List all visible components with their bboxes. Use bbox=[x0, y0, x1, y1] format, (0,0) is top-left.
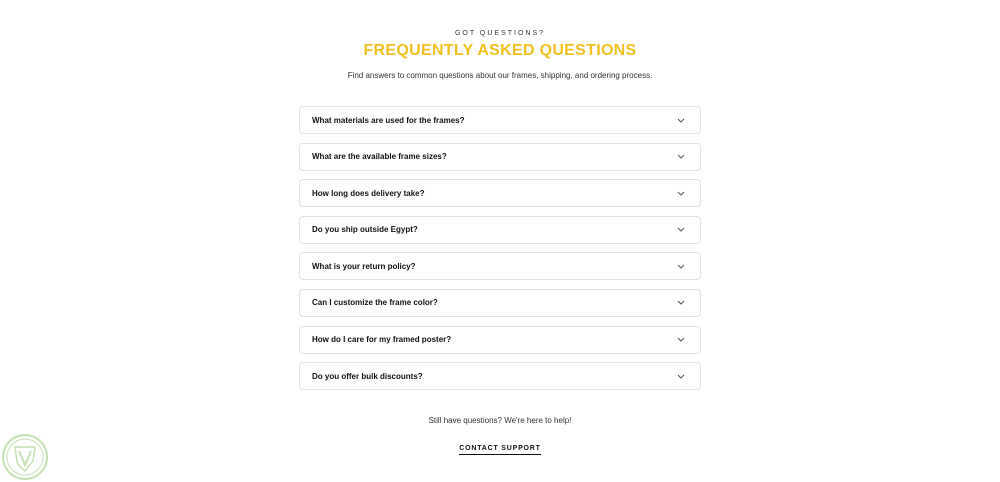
chevron-down-icon bbox=[676, 335, 686, 345]
faq-item-care[interactable] bbox=[299, 326, 701, 354]
contact-support-wrap bbox=[0, 437, 1000, 455]
contact-support-button[interactable]: CONTACT SUPPORT bbox=[459, 445, 540, 455]
faq-item-sizes[interactable] bbox=[299, 143, 701, 171]
shield-logo-icon bbox=[1, 433, 49, 481]
chevron-down-icon bbox=[676, 115, 686, 125]
eyebrow-label: GOT QUESTIONS? bbox=[454, 30, 546, 37]
faq-list bbox=[299, 106, 701, 399]
faq-item-delivery[interactable] bbox=[299, 179, 701, 207]
faq-question: Can I customize the frame color? bbox=[312, 298, 438, 308]
chevron-down-icon bbox=[676, 225, 686, 235]
faq-question: What materials are used for the frames? bbox=[312, 115, 465, 125]
faq-question: Do you ship outside Egypt? bbox=[312, 225, 418, 235]
page-subtitle: Find answers to common questions about our frames, shipping, and ordering process. bbox=[347, 71, 653, 80]
page-title: FREQUENTLY ASKED QUESTIONS bbox=[363, 42, 637, 59]
chevron-down-icon bbox=[676, 261, 686, 271]
faq-question: What are the available frame sizes? bbox=[312, 152, 447, 162]
faq-question: What is your return policy? bbox=[312, 261, 416, 271]
faq-question: How long does delivery take? bbox=[312, 188, 425, 198]
faq-item-bulk[interactable] bbox=[299, 362, 701, 390]
chevron-down-icon bbox=[676, 298, 686, 308]
chevron-down-icon bbox=[676, 188, 686, 198]
help-text: Still have questions? We're here to help! bbox=[428, 416, 572, 425]
faq-item-returns[interactable] bbox=[299, 252, 701, 280]
faq-item-shipping[interactable] bbox=[299, 216, 701, 244]
chevron-down-icon bbox=[676, 152, 686, 162]
faq-item-materials[interactable] bbox=[299, 106, 701, 134]
faq-question: How do I care for my framed poster? bbox=[312, 335, 452, 345]
faq-question: Do you offer bulk discounts? bbox=[312, 371, 423, 381]
faq-item-customize[interactable] bbox=[299, 289, 701, 317]
chevron-down-icon bbox=[676, 371, 686, 381]
